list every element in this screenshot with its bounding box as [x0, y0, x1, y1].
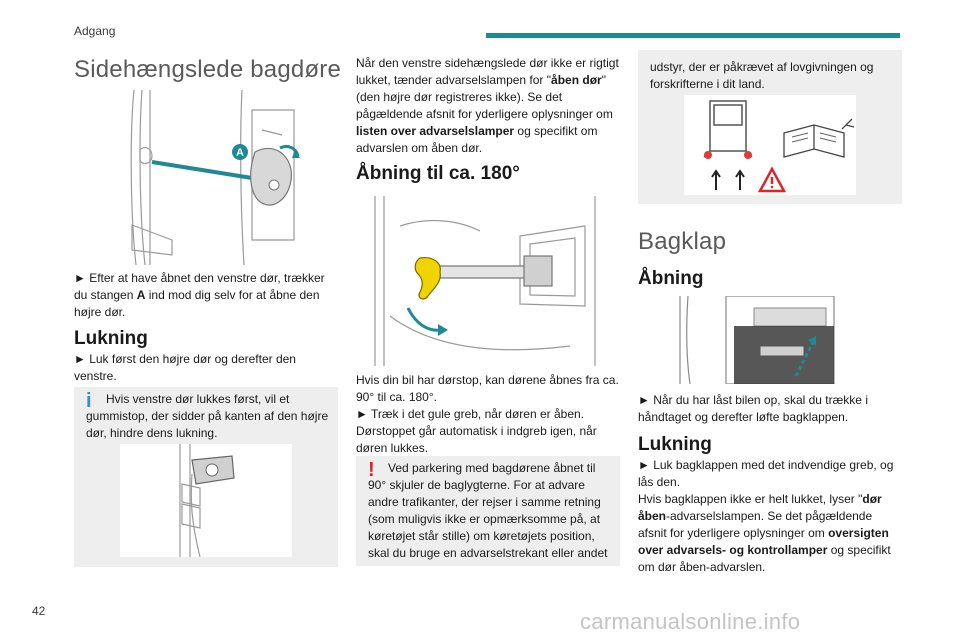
info-note-box	[74, 387, 338, 567]
rear-light-right	[744, 151, 752, 159]
warning-note-continuation: udstyr, der er påkrævet af lovgivningen og forskrifterne i dit land.	[650, 60, 874, 91]
warning-note-box	[356, 456, 620, 566]
figure-rubber-stop	[120, 444, 292, 557]
heading-abning: Åbning	[638, 268, 704, 289]
col3-lukning-c: -advarselslampen. Se det pågældende afsnit for yderligere oplysninger om	[638, 509, 873, 540]
col2-para2-line1: Hvis din bil har dørstop, kan dørene åbnes fra ca. 90° til ca. 180°.	[356, 373, 619, 404]
col1-lukning-text: ► Luk først den højre dør og derefter den venstre.	[74, 352, 296, 383]
figure-tailgate	[676, 296, 838, 384]
heading-lukning-1: Lukning	[74, 328, 148, 349]
rear-light-left	[704, 151, 712, 159]
header-accent-bar	[486, 33, 900, 38]
watermark: carmanualsonline.info	[580, 609, 801, 634]
title-sidehaengslede: Sidehængslede bagdøre	[74, 56, 342, 83]
rubber-stop-illustration	[120, 444, 292, 557]
col1-step1-text2: ind mod dig selv for at åbne den højre dør.	[74, 288, 320, 319]
warning-note-text: Ved parkering med bagdørene åbnet til 90° skjuler de baglygterne. For at advare andre trafikanter, der rejser i samme retning (som muligvis ikke er opmærksomme på, at køretøjet står stille) om køretøjets position, skal du bruge en advarselstrekant eller andet	[368, 461, 608, 560]
col2-para1-bold1: åben dør	[551, 73, 602, 87]
figure-door-rod	[112, 90, 302, 265]
tailgate-illustration	[676, 296, 838, 384]
col2-para1	[356, 55, 620, 157]
col2-para2-line2: ► Træk i det gule greb, når døren er åben. Dørstoppet går automatisk i indgreb igen, når døren lukkes.	[356, 407, 597, 455]
col1-step1-text: ► Efter at have åbnet den venstre dør, trækker du stangen	[74, 271, 325, 302]
figure-label-a: A	[236, 147, 244, 159]
col2-para1-a: Når den venstre sidehængslede dør ikke er rigtigt lukket, tænder advarselslampen for "	[356, 56, 619, 87]
col3-lukning-e: og specifikt om dør åben-advarslen.	[638, 543, 891, 574]
page-number: 42	[32, 604, 46, 618]
col3-lukning-line1: ► Luk bagklappen med det indvendige greb, og lås den.	[638, 458, 894, 489]
col2-para1-e: og specifikt om advarslen om åben dør.	[356, 124, 598, 155]
info-note-text: Hvis venstre dør lukkes først, vil et gummistop, der sidder på kanten af den højre dør, hindre dens lukning.	[86, 392, 329, 440]
col3-lukning-bold1: dør åben	[638, 492, 882, 523]
heading-abning-180: Åbning til ca. 180°	[356, 163, 520, 184]
col3-lukning-bold2: oversigten over advarsels- og kontrollamper	[638, 526, 889, 557]
warning-note-continued-box	[638, 50, 902, 204]
col3-lukning-para	[638, 491, 900, 576]
warning-icon: !	[368, 459, 375, 481]
warning-triangle-illustration	[684, 95, 856, 195]
col3-lukning-a: Hvis bagklappen ikke er helt lukket, lyser "	[638, 492, 863, 506]
figure-door-stop	[370, 196, 606, 366]
col3-abning-text: ► Når du har låst bilen op, skal du trække i håndtaget og derefter løfte bagklappen.	[638, 393, 868, 424]
title-bagklap: Bagklap	[638, 228, 727, 255]
figure-warning-triangle	[684, 95, 856, 195]
col1-step1-bold: A	[136, 288, 146, 302]
heading-lukning-2: Lukning	[638, 434, 712, 455]
section-label: Adgang	[74, 24, 116, 38]
col1-step1	[74, 270, 334, 321]
info-icon: i	[86, 390, 92, 412]
door-rod-illustration	[112, 90, 302, 265]
door-stop-illustration	[370, 196, 606, 366]
col2-para1-c: " (den højre dør registreres ikke). Se det pågældende afsnit for yderligere oplysninger om	[356, 73, 613, 121]
col2-para1-bold2: listen over advarselslamper	[356, 124, 515, 138]
